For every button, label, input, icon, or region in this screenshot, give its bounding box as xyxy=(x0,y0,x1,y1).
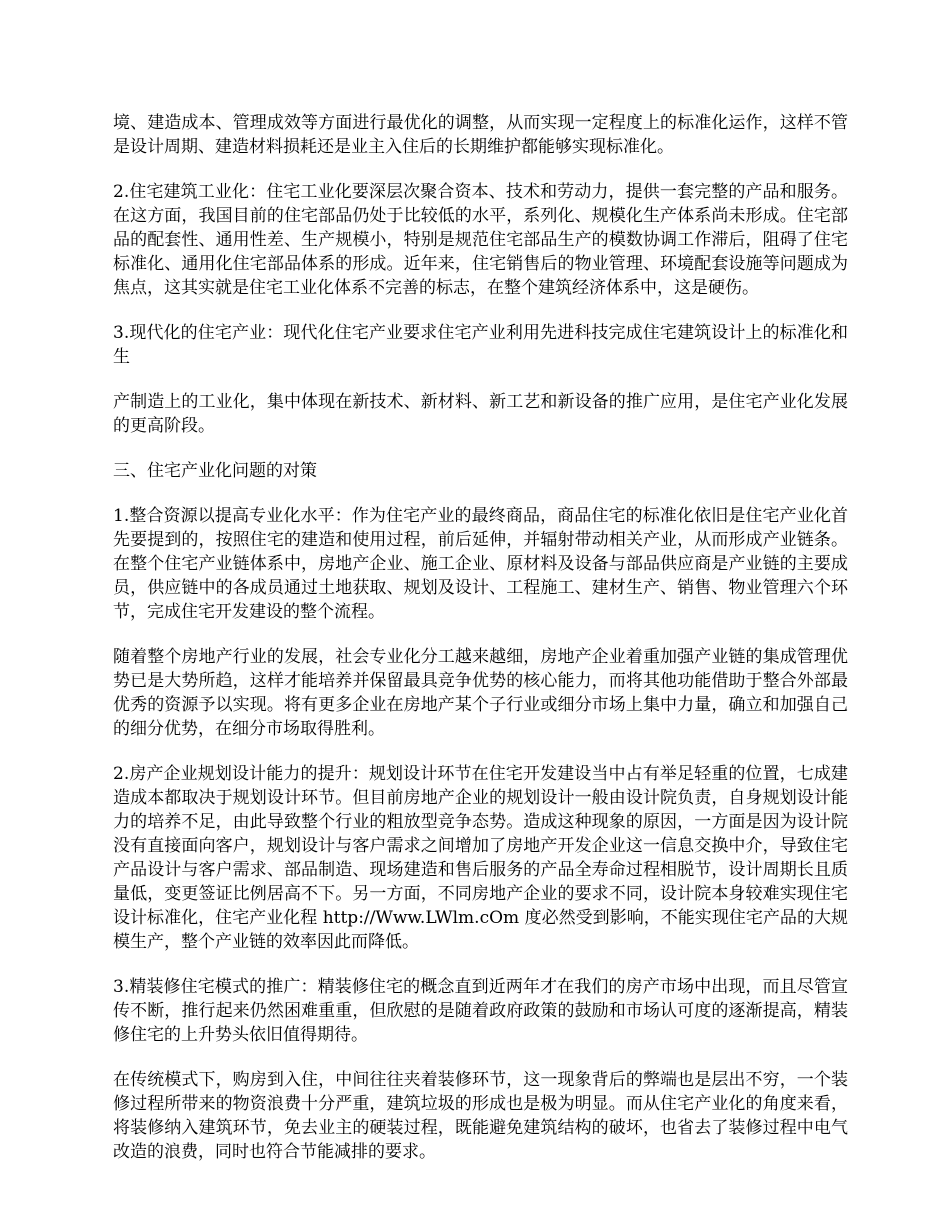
paragraph-continuation: 境、建造成本、管理成效等方面进行最优化的调整，从而实现一定程度上的标准化运作，这样不管是设计周期、建造材料损耗还是业主入住后的长期维护都能够实现标准化。 xyxy=(113,113,848,157)
paragraph-modern-housing-industry-cont: 产制造上的工业化，集中体现在新技术、新材料、新工艺和新设备的推广应用，是住宅产业化发展的更高阶段。 xyxy=(113,392,848,436)
paragraph-modern-housing-industry: 3.现代化的住宅产业：现代化住宅产业要求住宅产业利用先进科技完成住宅建筑设计上的标准化和生 xyxy=(113,323,848,367)
paragraph-housing-industrialization: 2.住宅建筑工业化：住宅工业化要深层次聚合资本、技术和劳动力，提供一套完整的产品和服务。在这方面，我国目前的住宅部品仍处于比较低的水平，系列化、规模化生产体系尚未形成。住宅部品的配套性、通用性差、生产规模小，特别是规范住宅部品生产的模数协调工作滞后，阻碍了住宅标准化、通用化住宅部品体系的形成。近年来，住宅销售后的物业管理、环境配套设施等问题成为焦点，这其实就是住宅工业化体系不完善的标志，在整个建筑经济体系中，这是硬伤。 xyxy=(113,182,848,298)
paragraph-traditional-mode: 在传统模式下，购房到入住，中间往往夹着装修环节，这一现象背后的弊端也是层出不穷，一个装修过程所带来的物资浪费十分严重，建筑垃圾的形成也是极为明显。而从住宅产业化的角度来看，将装修纳入建筑环节，免去业主的硬装过程，既能避免建筑结构的破坏，也省去了装修过程中电气改造的浪费，同时也符合节能减排的要求。 xyxy=(113,1070,848,1162)
paragraph-planning-design: 2.房产企业规划设计能力的提升：规划设计环节在住宅开发建设当中占有举足轻重的位置，七成建造成本都取决于规划设计环节。但目前房地产企业的规划设计一般由设计院负责，自身规划设计能力的培养不足，由此导致整个行业的粗放型竞争态势。造成这种现象的原因，一方面是因为设计院没有直接面向客户，规划设计与客户需求之间增加了房地产开发企业这一信息交换中介，导致住宅产品设计与客户需求、部品制造、现场建造和售后服务的产品全寿命过程相脱节，设计周期长且质量低，变更签证比例居高不下。另一方面，不同房地产企业的要求不同，设计院本身较难实现住宅设计标准化，住宅产业化程 http://Www.LWlm.cOm 度必然受到影响，不能实现住宅产品的大规模生产，整个产业链的效率因此而降低。 xyxy=(113,764,848,952)
paragraph-industry-development: 随着整个房地产行业的发展，社会专业化分工越来越细，房地产企业着重加强产业链的集成管理优势已是大势所趋，这样才能培养并保留最具竞争优势的核心能力，而将其他功能借助于整合外部最优秀的资源予以实现。将有更多企业在房地产某个子行业或细分市场上集中力量，确立和加强自己的细分优势，在细分市场取得胜利。 xyxy=(113,647,848,739)
paragraph-fine-decoration: 3.精装修住宅模式的推广：精装修住宅的概念直到近两年才在我们的房产市场中出现，而且尽管宣传不断，推行起来仍然困难重重，但欣慰的是随着政府政策的鼓励和市场认可度的逐渐提高，精装修住宅的上升势头依旧值得期待。 xyxy=(113,977,848,1045)
document-body xyxy=(113,111,848,1185)
paragraph-integrate-resources: 1.整合资源以提高专业化水平：作为住宅产业的最终商品，商品住宅的标准化依旧是住宅产业化首先要提到的，按照住宅的建造和使用过程，前后延伸，并辐射带动相关产业，从而形成产业链条。在整个住宅产业链体系中，房地产企业、施工企业、原材料及设备与部品供应商是产业链的主要成员，供应链中的各成员通过土地获取、规划及设计、工程施工、建材生产、销售、物业管理六个环节，完成住宅开发建设的整个流程。 xyxy=(113,506,848,622)
section-heading-countermeasures: 三、住宅产业化问题的对策 xyxy=(113,461,317,481)
